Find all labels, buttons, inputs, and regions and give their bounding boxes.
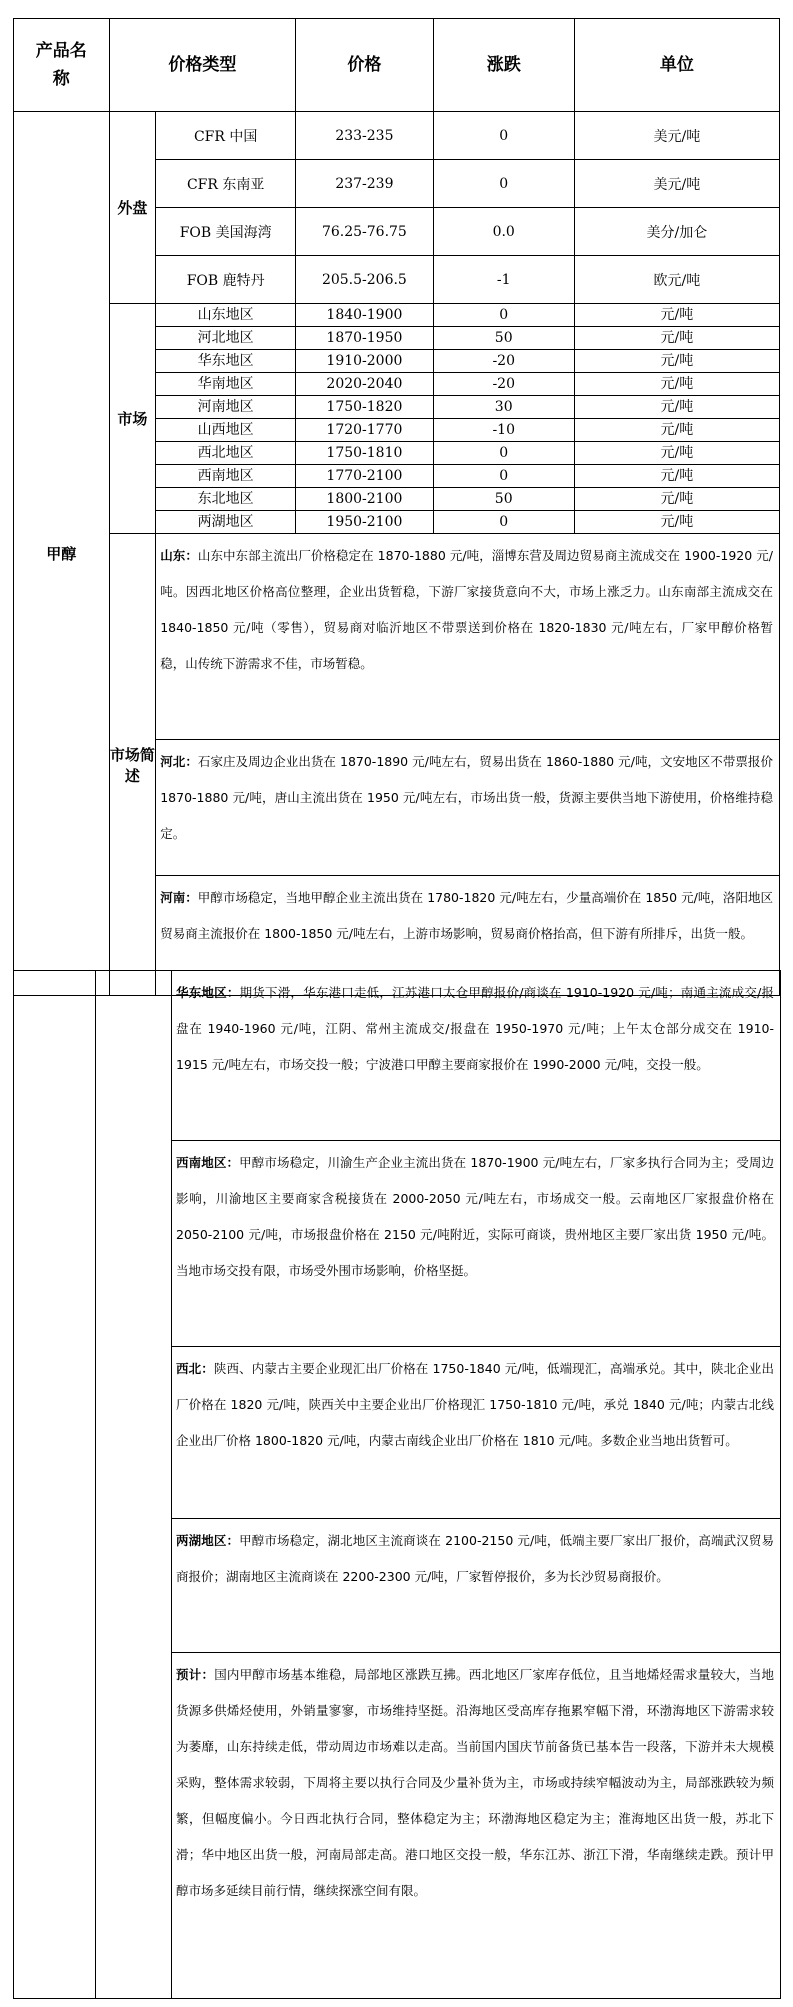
price-cell: 2020-2040	[296, 373, 434, 396]
unit-cell: 美分/加仑	[574, 208, 779, 256]
change-cell: 0	[433, 304, 574, 327]
header-unit: 单位	[574, 19, 779, 112]
blank-product-cell	[14, 971, 96, 1999]
unit-cell: 美元/吨	[574, 112, 779, 160]
price-type-cell: 西北地区	[156, 442, 296, 465]
summary-region: 西南地区：	[176, 1155, 240, 1170]
change-cell: 0	[433, 160, 574, 208]
summary-text: 山东中东部主流出厂价格稳定在 1870-1880 元/吨，淄博东营及周边贸易商主流成交在 1900-1920 元/吨。因西北地区价格高位整理，企业出货暂稳，下游厂家接货意向不大，市场上涨乏力。山东南部主流成交在 1840-1850 元/吨（零售），贸易商对临沂地区不带票送到价格在 1820-1830 元/吨左右，厂家甲醇价格暂稳，山传统下游需求不佳，市场暂稳。	[160, 548, 773, 671]
change-cell: -20	[433, 350, 574, 373]
summary-row	[14, 534, 780, 740]
price-cell: 1870-1950	[296, 327, 434, 350]
price-cell: 233-235	[296, 112, 434, 160]
price-type-cell: 河北地区	[156, 327, 296, 350]
change-cell: -20	[433, 373, 574, 396]
summary-paragraph	[172, 1653, 781, 1999]
price-type-cell: FOB 鹿特丹	[156, 256, 296, 304]
summary-paragraph	[172, 1519, 781, 1653]
header-price-type: 价格类型	[109, 19, 296, 112]
unit-cell: 元/吨	[574, 350, 779, 373]
summary-paragraph	[172, 1347, 781, 1519]
table-row	[14, 112, 780, 160]
table-row	[14, 304, 780, 327]
summary-text: 国内甲醇市场基本维稳，局部地区涨跌互拂。西北地区厂家库存低位，且当地烯烃需求量较大，当地货源多供烯烃使用，外销量寥寥，市场维持坚挺。沿海地区受高库存拖累窄幅下滑，环渤海地区下游需求较为萎靡，山东持续走低，带动周边市场难以走高。当前国内国庆节前备货已基本告一段落，下游并未大规模采购，整体需求较弱，下周将主要以执行合同及少量补货为主，市场或持续窄幅波动为主，局部涨跌较为频繁，但幅度偏小。今日西北执行合同，整体稳定为主；环渤海地区稳定为主；淮海地区出货一般，苏北下滑；华中地区出货一般，河南局部走高。港口地区交投一般，华东江苏、浙江下滑，华南继续走跌。预计甲醇市场多延续目前行情，继续探涨空间有限。	[176, 1667, 774, 1898]
change-cell: 50	[433, 488, 574, 511]
unit-cell: 元/吨	[574, 419, 779, 442]
price-type-cell: 西南地区	[156, 465, 296, 488]
price-cell: 1750-1820	[296, 396, 434, 419]
price-type-cell: 河南地区	[156, 396, 296, 419]
summary-paragraph	[172, 971, 781, 1141]
price-type-cell: 东北地区	[156, 488, 296, 511]
summary-paragraph	[172, 1141, 781, 1347]
summary-text: 甲醇市场稳定，川渝生产企业主流出货在 1870-1900 元/吨左右，厂家多执行合同为主；受周边影响，川渝地区主要商家含税接货在 2000-2050 元/吨左右，市场成交一般。云南地区厂家报盘价格在 2050-2100 元/吨，市场报盘价格在 2150 元/吨附近，实际可商谈，贵州地区主要厂家出货 1950 元/吨。当地市场交投有限，市场受外围市场影响，价格坚挺。	[176, 1155, 774, 1278]
summary-text: 甲醇市场稳定，湖北地区主流商谈在 2100-2150 元/吨，低端主要厂家出厂报价，高端武汉贸易商报价；湖南地区主流商谈在 2200-2300 元/吨，厂家暂停报价，多为长沙贸易商报价。	[176, 1533, 774, 1584]
price-type-cell: 山西地区	[156, 419, 296, 442]
price-type-cell: 山东地区	[156, 304, 296, 327]
summary-table	[13, 970, 781, 1999]
price-type-cell: 华东地区	[156, 350, 296, 373]
unit-cell: 元/吨	[574, 396, 779, 419]
change-cell: 0.0	[433, 208, 574, 256]
price-cell: 1800-2100	[296, 488, 434, 511]
price-cell: 1750-1810	[296, 442, 434, 465]
summary-paragraph	[156, 534, 780, 740]
header-row	[14, 19, 780, 112]
price-cell: 1720-1770	[296, 419, 434, 442]
unit-cell: 欧元/吨	[574, 256, 779, 304]
change-cell: -1	[433, 256, 574, 304]
summary-text: 石家庄及周边企业出货在 1870-1890 元/吨左右，贸易出货在 1860-1880 元/吨，文安地区不带票报价 1870-1880 元/吨，唐山主流出货在 1950 元/吨左右，市场出货一般，货源主要供当地下游使用，价格维持稳定。	[160, 754, 773, 841]
header-product: 产品名称	[14, 19, 110, 112]
change-cell: 0	[433, 112, 574, 160]
price-table	[13, 18, 780, 996]
summary-region: 预计：	[176, 1667, 215, 1682]
summary-region: 山东：	[160, 548, 198, 563]
price-cell: 1950-2100	[296, 511, 434, 534]
price-type-cell: FOB 美国海湾	[156, 208, 296, 256]
header-price: 价格	[296, 19, 434, 112]
summary-row	[14, 971, 781, 1141]
unit-cell: 元/吨	[574, 327, 779, 350]
change-cell: -10	[433, 419, 574, 442]
price-type-cell: 两湖地区	[156, 511, 296, 534]
market-label: 市场	[109, 304, 156, 534]
summary-text: 期货下滑，华东港口走低，江苏港口太仓甲醇报价/商谈在 1910-1920 元/吨；南通主流成交/报盘在 1940-1960 元/吨，江阴、常州主流成交/报盘在 1950-1970 元/吨；上午太仓部分成交在 1910-1915 元/吨左右，市场交投一般；宁波港口甲醇主要商家报价在 1990-2000 元/吨，交投一般。	[176, 985, 774, 1072]
unit-cell: 元/吨	[574, 373, 779, 396]
price-cell: 76.25-76.75	[296, 208, 434, 256]
summary-text: 陕西、内蒙古主要企业现汇出厂价格在 1750-1840 元/吨，低端现汇，高端承兑。其中，陕北企业出厂价格在 1820 元/吨，陕西关中主要企业出厂价格现汇 1750-1810 元/吨，承兑 1840 元/吨；内蒙古北线企业出厂价格 1800-1820 元/吨，内蒙古南线企业出厂价格在 1810 元/吨。多数企业当地出货暂可。	[176, 1361, 774, 1448]
summary-region: 两湖地区：	[176, 1533, 240, 1548]
product-name: 甲醇	[14, 112, 110, 996]
summary-region: 河北：	[160, 754, 198, 769]
price-type-cell: CFR 中国	[156, 112, 296, 160]
blank-type-cell	[96, 971, 172, 1999]
summary-paragraph	[156, 740, 780, 876]
price-cell: 1910-2000	[296, 350, 434, 373]
summary-label: 市场简述	[109, 534, 156, 996]
price-type-cell: CFR 东南亚	[156, 160, 296, 208]
unit-cell: 元/吨	[574, 465, 779, 488]
price-cell: 1770-2100	[296, 465, 434, 488]
price-cell: 237-239	[296, 160, 434, 208]
price-cell: 1840-1900	[296, 304, 434, 327]
overseas-label: 外盘	[109, 112, 156, 304]
unit-cell: 元/吨	[574, 488, 779, 511]
unit-cell: 美元/吨	[574, 160, 779, 208]
change-cell: 0	[433, 465, 574, 488]
price-type-cell: 华南地区	[156, 373, 296, 396]
unit-cell: 元/吨	[574, 304, 779, 327]
summary-region: 华东地区：	[176, 985, 240, 1000]
price-cell: 205.5-206.5	[296, 256, 434, 304]
unit-cell: 元/吨	[574, 442, 779, 465]
header-change: 涨跌	[433, 19, 574, 112]
summary-text: 甲醇市场稳定，当地甲醇企业主流出货在 1780-1820 元/吨左右，少量高端价在 1850 元/吨，洛阳地区贸易商主流报价在 1800-1850 元/吨左右，上游市场影响，贸易商价格抬高，但下游有所排斥，出货一般。	[160, 890, 773, 941]
unit-cell: 元/吨	[574, 511, 779, 534]
change-cell: 0	[433, 442, 574, 465]
change-cell: 0	[433, 511, 574, 534]
change-cell: 50	[433, 327, 574, 350]
summary-region: 西北：	[176, 1361, 214, 1376]
change-cell: 30	[433, 396, 574, 419]
summary-region: 河南：	[160, 890, 198, 905]
